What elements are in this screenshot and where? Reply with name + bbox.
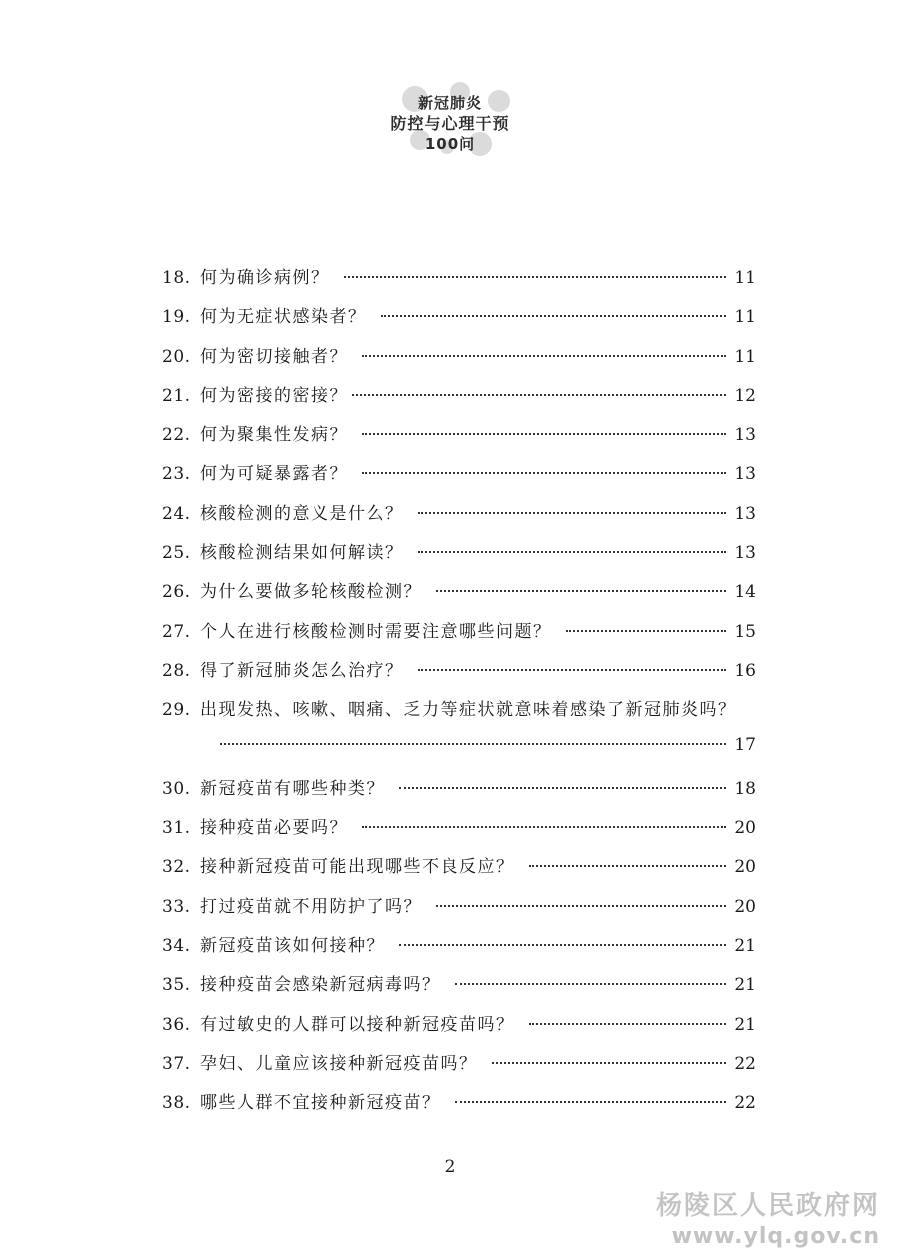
toc-entry-32[interactable] — [162, 852, 756, 891]
entry-page: 11 — [734, 346, 756, 367]
entry-page: 15 — [734, 621, 756, 642]
entry-number: 36. — [162, 1014, 191, 1035]
toc-entry-38[interactable] — [162, 1088, 756, 1127]
toc-entry-33[interactable] — [162, 892, 756, 931]
toc-entry-28[interactable] — [162, 656, 756, 695]
toc-entry-18[interactable] — [162, 263, 756, 302]
toc-entry-21[interactable] — [162, 381, 756, 420]
entry-title: 新冠疫苗该如何接种？ — [200, 936, 385, 957]
dot-leader — [436, 905, 726, 907]
entry-number: 38. — [162, 1093, 191, 1114]
entry-number: 25. — [162, 543, 191, 564]
entry-title: 何为密接的密接？ — [200, 385, 348, 406]
toc-entry-30[interactable] — [162, 774, 756, 813]
dot-leader — [566, 630, 727, 632]
entry-page: 17 — [734, 734, 756, 755]
dot-leader — [381, 315, 727, 317]
entry-title: 何为确诊病例？ — [200, 268, 330, 288]
entry-number: 24. — [162, 503, 191, 524]
toc-entry-29[interactable] — [162, 695, 756, 734]
toc-entry-37[interactable] — [162, 1049, 756, 1088]
entry-number: 21. — [162, 385, 191, 406]
entry-title: 核酸检测结果如何解读？ — [200, 543, 404, 564]
dot-leader — [418, 512, 727, 514]
entry-title: 何为密切接触者？ — [200, 346, 348, 367]
dot-leader — [399, 944, 726, 946]
entry-page: 18 — [734, 778, 756, 799]
entry-page: 21 — [734, 975, 756, 996]
entry-title: 接种疫苗必要吗？ — [200, 818, 348, 839]
dot-leader — [399, 787, 726, 789]
entry-title: 孕妇、儿童应该接种新冠疫苗吗？ — [200, 1053, 478, 1074]
dot-leader — [529, 1023, 727, 1025]
entry-title: 哪些人群不宜接种新冠疫苗？ — [200, 1093, 441, 1114]
entry-number: 22. — [162, 425, 191, 446]
table-of-contents — [162, 263, 756, 1128]
entry-number: 30. — [162, 778, 191, 799]
entry-number: 23. — [162, 464, 191, 485]
dot-leader — [455, 983, 727, 985]
dot-leader — [362, 355, 726, 357]
entry-title: 新冠疫苗有哪些种类？ — [200, 778, 385, 799]
dot-leader — [492, 1062, 727, 1064]
entry-page: 21 — [734, 936, 756, 957]
dot-leader — [455, 1101, 727, 1103]
toc-entry-27[interactable] — [162, 617, 756, 656]
entry-page: 13 — [734, 464, 756, 485]
logo-line-3: 100问 — [424, 135, 476, 153]
dot-leader — [352, 394, 726, 396]
toc-entry-34[interactable] — [162, 931, 756, 970]
entry-page: 14 — [734, 582, 756, 603]
entry-title: 何为可疑暴露者？ — [200, 464, 348, 485]
entry-number: 27. — [162, 621, 191, 642]
entry-page: 22 — [734, 1053, 756, 1074]
dot-leader — [529, 865, 727, 867]
entry-page: 22 — [734, 1093, 756, 1114]
dot-leader — [362, 826, 726, 828]
entry-title: 何为聚集性发病？ — [200, 425, 348, 446]
toc-entry-19[interactable] — [162, 302, 756, 341]
entry-number: 20. — [162, 346, 191, 367]
entry-page: 13 — [734, 425, 756, 446]
entry-number: 37. — [162, 1053, 191, 1074]
entry-number: 34. — [162, 936, 191, 957]
entry-title: 有过敏史的人群可以接种新冠疫苗吗？ — [200, 1014, 515, 1035]
entry-number: 26. — [162, 582, 191, 603]
toc-entry-31[interactable] — [162, 813, 756, 852]
toc-entry-24[interactable] — [162, 499, 756, 538]
entry-number: 29. — [162, 700, 191, 721]
entry-number: 28. — [162, 660, 191, 681]
entry-title: 个人在进行核酸检测时需要注意哪些问题？ — [200, 621, 552, 642]
toc-entry-25[interactable] — [162, 538, 756, 577]
entry-title: 接种新冠疫苗可能出现哪些不良反应？ — [200, 857, 515, 878]
logo-line-1: 新冠肺炎 — [417, 94, 482, 112]
dot-leader — [344, 276, 727, 278]
entry-title: 出现发热、咳嗽、咽痛、乏力等症状就意味着感染了新冠肺炎吗？ — [200, 700, 737, 721]
toc-entry-29-continuation[interactable] — [162, 735, 756, 774]
toc-entry-36[interactable] — [162, 1010, 756, 1049]
entry-page: 21 — [734, 1014, 756, 1035]
logo-line-2: 防控与心理干预 — [390, 114, 510, 133]
entry-title: 核酸检测的意义是什么？ — [200, 503, 404, 524]
entry-page: 20 — [734, 896, 756, 917]
entry-title: 得了新冠肺炎怎么治疗？ — [200, 660, 404, 681]
entry-title: 为什么要做多轮核酸检测？ — [200, 582, 422, 603]
entry-page: 16 — [734, 660, 756, 681]
entry-title: 打过疫苗就不用防护了吗？ — [200, 896, 422, 917]
entry-number: 18. — [162, 268, 191, 288]
page-number: 2 — [444, 1157, 456, 1177]
dot-leader — [220, 743, 726, 745]
dot-leader — [362, 433, 726, 435]
entry-page: 12 — [734, 385, 756, 406]
entry-number: 19. — [162, 307, 191, 328]
toc-entry-20[interactable] — [162, 342, 756, 381]
entry-number: 32. — [162, 857, 191, 878]
entry-page: 20 — [734, 857, 756, 878]
toc-entry-35[interactable] — [162, 970, 756, 1009]
dot-leader — [418, 669, 727, 671]
toc-entry-26[interactable] — [162, 577, 756, 616]
entry-number: 31. — [162, 818, 191, 839]
book-title-logo — [0, 82, 900, 162]
dot-leader — [436, 590, 726, 592]
watermark-url: www.ylq.gov.cn — [671, 1224, 880, 1249]
entry-page: 20 — [734, 818, 756, 839]
dot-leader — [362, 472, 726, 474]
watermark-site-name: 杨陵区人民政府网 — [655, 1191, 880, 1221]
toc-entry-22[interactable] — [162, 420, 756, 459]
entry-page: 11 — [734, 268, 756, 288]
entry-title: 接种疫苗会感染新冠病毒吗？ — [200, 975, 441, 996]
toc-entry-23[interactable] — [162, 459, 756, 498]
entry-page: 13 — [734, 503, 756, 524]
dot-leader — [418, 551, 727, 553]
entry-page: 13 — [734, 543, 756, 564]
entry-number: 33. — [162, 896, 191, 917]
watermark — [656, 1185, 880, 1249]
entry-number: 35. — [162, 975, 191, 996]
entry-page: 11 — [734, 307, 756, 328]
entry-title: 何为无症状感染者？ — [200, 307, 367, 328]
